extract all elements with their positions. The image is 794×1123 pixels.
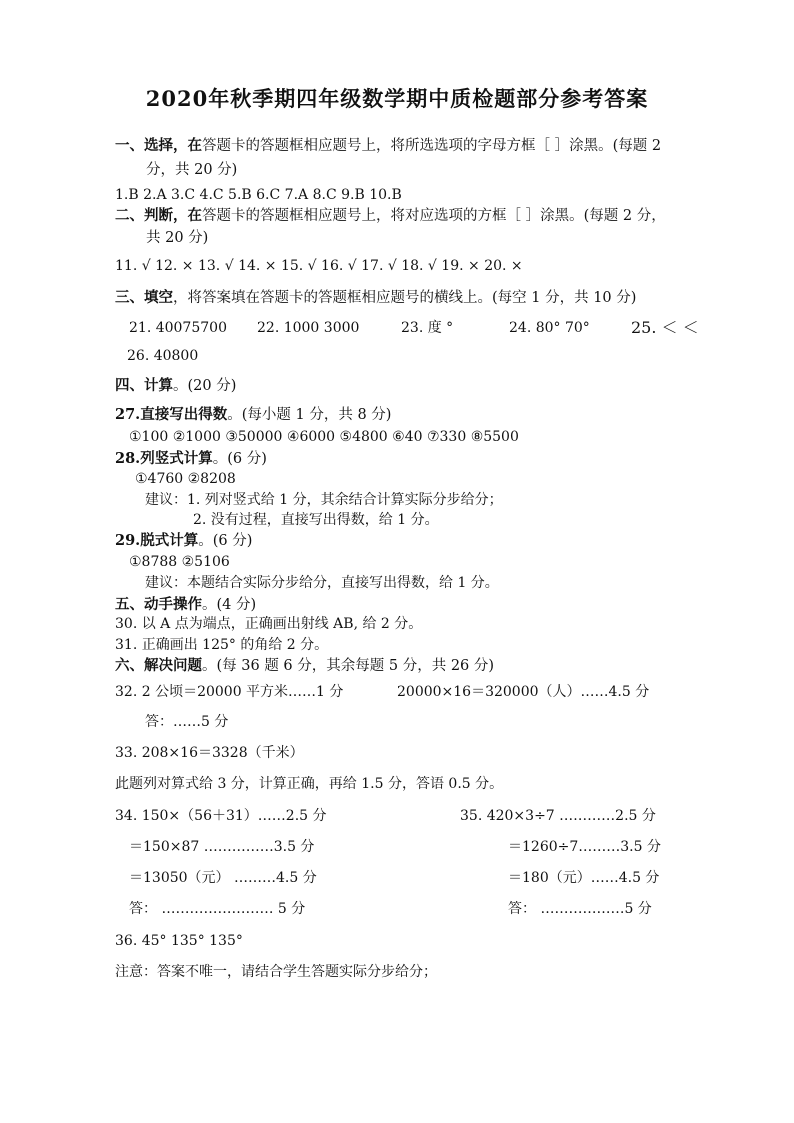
answer-23: 23. 度 ° <box>401 320 454 336</box>
section-6-heading <box>115 657 494 675</box>
question-33-note: 此题列对算式给 3 分，计算正确，再给 1.5 分，答语 0.5 分。 <box>115 776 504 792</box>
section-2-heading <box>115 207 666 225</box>
question-33: 33. 208×16＝3328（千米） <box>115 745 304 761</box>
section-4-heading-bold: 四、计算 <box>115 377 173 394</box>
section-1-answers: 1.B 2.A 3.C 4.C 5.B 6.C 7.A 8.C 9.B 10.B <box>115 187 402 203</box>
question-35-step-2: ＝1260÷7………3.5 分 <box>508 839 661 855</box>
section-3-heading-bold: 三、填空 <box>115 289 173 306</box>
question-27-heading-bold: 27.直接写出得数 <box>115 406 228 423</box>
question-34-answer: 答： …………………… 5 分 <box>129 901 306 917</box>
section-2-heading-rest: 答题卡的答题框相应题号上，将对应选项的方框［ ］涂黑。(每题 2 分， <box>202 208 666 224</box>
question-29-note: 建议：本题结合实际分步给分，直接写出得数，给 1 分。 <box>145 575 499 591</box>
question-31: 31. 正确画出 125° 的角给 2 分。 <box>115 637 329 653</box>
question-29-heading-rest: 。(6 分) <box>198 533 253 549</box>
section-3-heading-rest: ，将答案填在答题卡的答题框相应题号的横线上。(每空 1 分，共 10 分) <box>173 290 637 306</box>
answer-25: 25. ＜ ＜ <box>631 318 699 337</box>
answer-21: 21. 40075700 <box>129 320 227 336</box>
question-28-note-2: 2. 没有过程，直接写出得数，给 1 分。 <box>193 512 439 528</box>
section-5-heading-rest: 。(4 分) <box>202 597 257 613</box>
question-27-answers: ①100 ②1000 ③50000 ④6000 ⑤4800 ⑥40 ⑦330 ⑧5500 <box>129 429 519 445</box>
question-29-heading-bold: 29.脱式计算 <box>115 532 199 549</box>
answer-26: 26. 40800 <box>127 348 199 364</box>
answer-22: 22. 1000 3000 <box>257 320 360 336</box>
question-28-answers: ①4760 ②8208 <box>135 471 236 487</box>
section-1-heading <box>115 137 661 155</box>
question-27-heading <box>115 406 391 424</box>
question-32-line-1: 32. 2 公顷＝20000 平方米……1 分 <box>115 684 344 700</box>
section-4-heading <box>115 377 236 395</box>
section-2-heading-bold: 二、判断，在 <box>115 207 202 224</box>
answer-24: 24. 80° 70° <box>509 320 590 336</box>
question-34-step-3: ＝13050（元） ………4.5 分 <box>129 870 317 886</box>
question-28-note-1: 建议：1. 列对竖式给 1 分，其余结合计算实际分步给分； <box>145 492 503 508</box>
question-35-answer: 答： ………………5 分 <box>508 901 652 917</box>
question-30: 30. 以 A 点为端点，正确画出射线 AB, 给 2 分。 <box>115 616 423 632</box>
section-1-heading-bold: 一、选择，在 <box>115 137 202 154</box>
section-6-heading-bold: 六、解决问题 <box>115 657 202 674</box>
section-4-heading-rest: 。(20 分) <box>173 378 237 394</box>
question-34-step-2: ＝150×87 ……………3.5 分 <box>129 839 315 855</box>
section-3-heading <box>115 289 636 307</box>
question-35-step-3: ＝180（元）……4.5 分 <box>508 870 660 886</box>
section-5-heading-bold: 五、动手操作 <box>115 596 202 613</box>
question-29-heading <box>115 532 252 550</box>
footer-note: 注意：答案不唯一，请结合学生答题实际分步给分； <box>115 964 437 980</box>
question-32-line-2: 20000×16＝320000（人）……4.5 分 <box>397 684 650 700</box>
section-2-answers: 11. √ 12. × 13. √ 14. × 15. √ 16. √ 17. √ 18. √ 19. × 20. × <box>115 258 523 274</box>
question-36: 36. 45° 135° 135° <box>115 933 243 949</box>
section-1-heading-line2: 分，共 20 分) <box>146 162 238 178</box>
section-5-heading <box>115 596 256 614</box>
question-29-answers: ①8788 ②5106 <box>129 554 230 570</box>
question-28-heading <box>115 450 267 468</box>
question-28-heading-bold: 28.列竖式计算 <box>115 450 213 467</box>
page-title: 2020年秋季期四年级数学期中质检题部分参考答案 <box>145 86 649 111</box>
section-6-heading-rest: 。(每 36 题 6 分，其余每题 5 分，共 26 分) <box>202 658 495 674</box>
question-34-step-1: 34. 150×（56＋31）……2.5 分 <box>115 808 327 824</box>
question-35-step-1: 35. 420×3÷7 …………2.5 分 <box>460 808 656 824</box>
question-27-heading-rest: 。(每小题 1 分，共 8 分) <box>227 407 392 423</box>
question-28-heading-rest: 。(6 分) <box>212 451 267 467</box>
section-2-heading-line2: 共 20 分) <box>146 230 209 246</box>
question-32-answer: 答：……5 分 <box>145 714 229 730</box>
section-1-heading-rest: 答题卡的答题框相应题号上，将所选选项的字母方框［ ］涂黑。(每题 2 <box>202 138 662 154</box>
